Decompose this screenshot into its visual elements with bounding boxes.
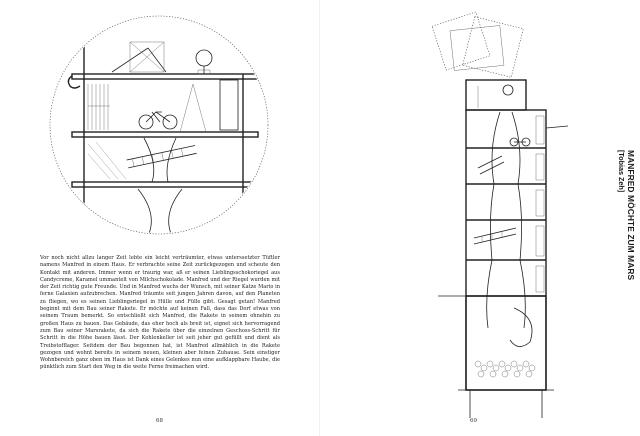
- story-text: Vor noch nicht allzu langer Zeit lebte ein leicht verträumter, etwas unterssetzter Tüftler namens Manfred in einem Haus. Er verbrachte seine Zeit zurückgezogen und scheute den Kontakt mit anderen. Immer wenn er traurig war, aß er seinen Lieblingsschokoriegel aus Candycreme, Karamel ummantelt von Milchschokolade. Manfred und der Riegel wurden mit der Zeit richtig gute Freunde. Und in Manfred wuchs der Wunsch, mit seiner Katze Mario in ferne Galaxien aufzubrechen. Manfred träumte seit jungen Jahren davon, auf den Planeten zu fliegen, wo es seinen Lieblingsriegel in Hülle und Fülle gibt. Gesagt getan! Manfred beginnt mit dem Bau seiner Rakete. Er möchte auf keinen Fall, dass das Dorf etwas von seinem Traum bemerkt. So entschließt sich Manfred, die Rakete in seinem ohnehin zu großen Haus zu bauen. Das Gebäude, das eher hoch als breit ist, eignet sich hervorragend zum Bau seiner Marsrakete, da sich die Rakete über die einzelnen Geschoss-Schritt für Schritt in die Höhe bauen lässt. Der Kohlenkeller ist seit jeher gut gefüllt und dient als Treibstofflager. Seitdem der Bau begonnen hat, ist Manfred allmählich in die Rakete gezogen und wohnt bereits in seinem neuen, kleinen aber feinen Zuhause. Sein einstiger Wohnbereich ganz oben im Haus ist Dank eines Gelenkes nun eine aufklappbare Haube, die pünktlich zum Start den Weg in die weite Ferne freimachen wird.: [40, 255, 280, 371]
- right-page-number: 69: [470, 418, 477, 424]
- author-name: [Tobias Zeh]: [617, 150, 626, 193]
- left-page-number: 68: [156, 418, 163, 424]
- tower-section-illustration: [418, 8, 574, 420]
- story-title: MANFRED MÖCHTE ZUM MARS: [626, 150, 636, 281]
- side-title: [602, 150, 636, 290]
- right-page: [320, 0, 640, 436]
- circular-detail-illustration: [48, 14, 270, 236]
